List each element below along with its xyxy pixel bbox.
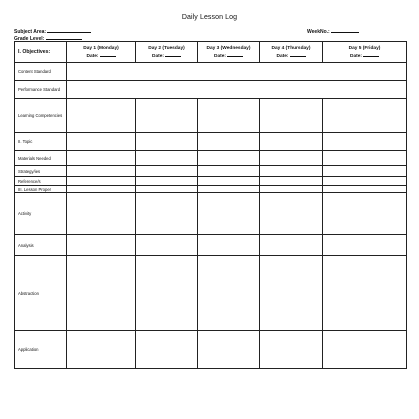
day-cell[interactable]: [136, 235, 198, 256]
table-row: [15, 331, 407, 369]
table-row: [15, 193, 407, 235]
week-no-label: WeekNo.:: [307, 29, 330, 35]
date-blank[interactable]: [227, 52, 243, 57]
day-cell[interactable]: [260, 177, 323, 186]
day-cell[interactable]: [136, 166, 198, 177]
day-2-date[interactable]: [136, 52, 197, 60]
subject-area-blank[interactable]: [47, 27, 91, 33]
lesson-log-table: [14, 41, 407, 369]
row-label-abstraction: Abstraction: [15, 256, 67, 331]
day-1-date[interactable]: [67, 52, 135, 60]
date-label: Date:: [276, 53, 289, 59]
date-blank[interactable]: [165, 52, 181, 57]
day-cell[interactable]: [67, 193, 136, 235]
row-label-strategies: Strategy/ies: [15, 166, 67, 177]
grade-level-label: Grade Level:: [14, 36, 45, 42]
day-cell[interactable]: [323, 331, 407, 369]
day-cell[interactable]: [260, 235, 323, 256]
day-cell[interactable]: [136, 193, 198, 235]
day-5-date[interactable]: [323, 52, 406, 60]
day-4-header: [260, 42, 323, 63]
page-title: Daily Lesson Log: [181, 14, 238, 21]
table-row: [15, 235, 407, 256]
table-row: [15, 63, 407, 81]
content-standard-cell[interactable]: [67, 63, 407, 81]
day-cell[interactable]: [260, 166, 323, 177]
day-cell[interactable]: [198, 99, 260, 133]
performance-standard-cell[interactable]: [67, 81, 407, 99]
day-cell[interactable]: [67, 177, 136, 186]
day-header-row: [15, 42, 407, 63]
date-label: Date:: [152, 53, 164, 59]
day-cell[interactable]: [67, 133, 136, 151]
subject-area-label: Subject Area:: [14, 29, 47, 35]
grade-level-blank[interactable]: [46, 34, 82, 40]
day-cell[interactable]: [198, 193, 260, 235]
date-label: Date:: [350, 53, 362, 59]
day-cell[interactable]: [260, 151, 323, 166]
row-label-topic: II. Topic: [15, 133, 67, 151]
day-cell[interactable]: [67, 235, 136, 256]
day-2-label: Day 2 (Tuesday): [148, 45, 185, 51]
day-cell[interactable]: [323, 186, 407, 193]
row-label-lesson-proper: III. Lesson Proper: [15, 186, 67, 193]
row-label-performance-standard: Performance Standard: [15, 81, 67, 99]
day-cell[interactable]: [67, 99, 136, 133]
day-cell[interactable]: [67, 256, 136, 331]
day-5-header: [323, 42, 407, 63]
day-cell[interactable]: [67, 331, 136, 369]
row-label-learning-competencies: Learning Competencies: [15, 99, 67, 133]
day-cell[interactable]: [323, 151, 407, 166]
day-2-header: [136, 42, 198, 63]
day-cell[interactable]: [260, 256, 323, 331]
day-cell[interactable]: [323, 177, 407, 186]
day-cell[interactable]: [198, 166, 260, 177]
week-no-field[interactable]: [307, 27, 359, 35]
table-row: [15, 256, 407, 331]
day-cell[interactable]: [260, 186, 323, 193]
day-4-date[interactable]: [260, 52, 322, 60]
day-1-label: Day 1 (Monday): [83, 45, 119, 51]
day-cell[interactable]: [67, 151, 136, 166]
day-cell[interactable]: [198, 177, 260, 186]
table-row: [15, 133, 407, 151]
table-row: [15, 166, 407, 177]
table-row: [15, 186, 407, 193]
day-3-header: [198, 42, 260, 63]
table-row: [15, 151, 407, 166]
day-cell[interactable]: [136, 331, 198, 369]
day-cell[interactable]: [198, 151, 260, 166]
day-cell[interactable]: [198, 133, 260, 151]
date-blank[interactable]: [363, 52, 379, 57]
date-label: Date:: [86, 53, 99, 59]
day-cell[interactable]: [198, 235, 260, 256]
table-row: [15, 177, 407, 186]
day-cell[interactable]: [67, 186, 136, 193]
day-4-label: Day 4 (Thursday): [271, 45, 311, 51]
day-cell[interactable]: [323, 133, 407, 151]
objectives-label: I. Objectives:: [15, 42, 67, 63]
date-label: Date:: [214, 53, 226, 59]
day-cell[interactable]: [323, 256, 407, 331]
row-label-activity: Activity: [15, 193, 67, 235]
day-cell[interactable]: [136, 151, 198, 166]
row-label-materials-needed: Materials Needed: [15, 151, 67, 166]
day-cell[interactable]: [323, 166, 407, 177]
day-5-label: Day 5 (Friday): [348, 45, 381, 51]
table-row: [15, 81, 407, 99]
day-cell[interactable]: [136, 99, 198, 133]
week-no-blank[interactable]: [331, 27, 359, 33]
day-cell[interactable]: [136, 177, 198, 186]
day-cell[interactable]: [136, 256, 198, 331]
table-row: [15, 99, 407, 133]
day-cell[interactable]: [323, 235, 407, 256]
date-blank[interactable]: [100, 52, 116, 57]
date-blank[interactable]: [290, 52, 306, 57]
row-label-analysis: Analysis: [15, 235, 67, 256]
day-cell[interactable]: [260, 133, 323, 151]
day-cell[interactable]: [67, 166, 136, 177]
row-label-references: Reference/s: [15, 177, 67, 186]
day-1-header: [67, 42, 136, 63]
day-cell[interactable]: [260, 99, 323, 133]
day-cell[interactable]: [260, 193, 323, 235]
day-cell[interactable]: [198, 331, 260, 369]
day-3-label: Day 3 (Wednesday): [206, 45, 251, 51]
day-cell[interactable]: [260, 331, 323, 369]
day-cell[interactable]: [136, 133, 198, 151]
day-cell[interactable]: [198, 256, 260, 331]
row-label-content-standard: Content Standard: [15, 63, 67, 81]
day-cell[interactable]: [198, 186, 260, 193]
day-3-date[interactable]: [198, 52, 259, 60]
day-cell[interactable]: [323, 99, 407, 133]
day-cell[interactable]: [323, 193, 407, 235]
row-label-application: Application: [15, 331, 67, 369]
day-cell[interactable]: [136, 186, 198, 193]
